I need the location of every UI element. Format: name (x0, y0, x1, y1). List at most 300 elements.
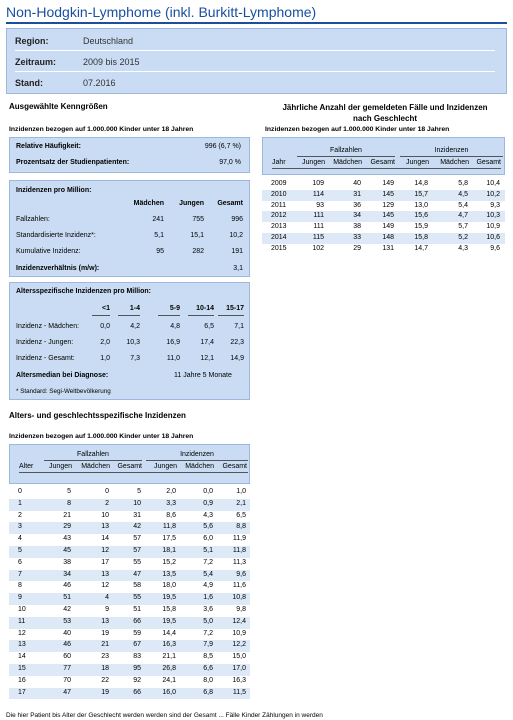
underline (146, 460, 248, 461)
table-cell: 2011 (271, 201, 287, 209)
table-cell: 5 (67, 488, 71, 495)
table-cell: 34 (353, 212, 361, 220)
table-cell: 17,5 (162, 535, 176, 543)
table-cell: 36 (353, 201, 361, 209)
table-cell: 5,0 (203, 617, 213, 625)
table-cell: 4 (18, 535, 22, 543)
kenngroessen-heading: Ausgewählte Kenngrößen (9, 102, 108, 111)
table-cell: 5,7 (458, 223, 468, 231)
table-cell: 19 (101, 688, 109, 696)
inzidenz-gesamt-label: Inzidenz - Gesamt: (16, 355, 75, 362)
table-cell: 11,9 (232, 535, 246, 543)
table-cell: 12 (101, 547, 109, 554)
table-row (9, 629, 250, 641)
group-fallzahlen: Fallzahlen (330, 147, 362, 154)
table-cell: 55 (133, 558, 141, 566)
table-cell: 114 (312, 190, 324, 198)
table-cell: 19,5 (162, 617, 176, 625)
table-cell: 0 (105, 488, 109, 495)
table-cell: 24,1 (162, 676, 176, 684)
table-cell: 10 (18, 606, 26, 613)
table-row (262, 222, 505, 233)
value-cell: 755 (192, 216, 204, 223)
verhaeltnis-value: 3,1 (233, 265, 243, 272)
table-cell: 14,8 (414, 180, 428, 187)
table-row (262, 211, 505, 222)
header-label: Zeitraum: (15, 56, 57, 67)
table-cell: 4,3 (458, 244, 468, 252)
table-cell: 11 (18, 617, 26, 625)
col-gesamt: Gesamt (217, 200, 243, 207)
table-cell: 13 (18, 641, 26, 649)
table-cell: 7 (18, 570, 22, 578)
table-cell: 11,5 (232, 688, 246, 696)
value-cell: 15,1 (190, 232, 204, 239)
table-cell: 57 (133, 535, 141, 543)
table-cell: 21 (101, 641, 109, 649)
table-row (262, 244, 505, 255)
value-cell: 5,1 (154, 232, 164, 239)
table-cell: 9,8 (236, 606, 246, 613)
value-cell: 7,1 (234, 323, 244, 330)
table-cell: 10 (101, 511, 109, 519)
table-cell: 14 (18, 653, 26, 661)
table-row (9, 593, 250, 605)
table-cell: 16 (18, 676, 26, 684)
value-cell: 7,3 (130, 355, 140, 362)
table-row (9, 534, 250, 546)
table-row (9, 546, 250, 558)
studienpatienten-label: Prozentsatz der Studienpatienten: (16, 159, 130, 166)
jaehrlich-heading (260, 102, 510, 124)
standardisiert-label: Standardisierte Inzidenz*: (16, 232, 96, 239)
col-alter: Alter (19, 463, 34, 470)
table-cell: 2 (105, 499, 109, 507)
table-cell: 66 (133, 688, 141, 696)
table-cell: 2 (18, 511, 22, 519)
table-cell: 131 (382, 244, 394, 252)
table-cell: 0,0 (203, 488, 213, 495)
value-cell: 4,8 (170, 323, 180, 330)
altersgeschlecht-heading: Alters- und geschlechtsspezifische Inzidenzen (9, 411, 186, 420)
altersgeschlecht-subheading: Inzidenzen bezogen auf 1.000.000 Kinder unter 18 Jahren (9, 433, 194, 440)
table-cell: 8,5 (203, 653, 213, 661)
table-cell: 40 (353, 180, 361, 187)
underline (118, 315, 140, 316)
table-cell: 18,0 (162, 582, 176, 590)
table-cell: 13 (101, 617, 109, 625)
table-cell: 77 (63, 665, 71, 672)
table-cell: 12,2 (232, 641, 246, 649)
table-cell: 58 (133, 582, 141, 590)
pro-million-box (9, 180, 250, 277)
alters-heading: Altersspezifische Inzidenzen pro Million: (16, 288, 151, 295)
table-cell: 4,7 (458, 212, 468, 220)
table-cell: 14,7 (414, 244, 428, 252)
table-cell: 19,5 (162, 594, 176, 602)
table-cell: 22 (101, 676, 109, 684)
table-cell: 6,5 (236, 511, 246, 519)
table-cell: 34 (63, 570, 71, 578)
table-row (9, 617, 250, 629)
verhaeltnis-label: Inzidenzverhältnis (m/w): (16, 265, 100, 272)
col-header: Jungen (49, 463, 72, 470)
header-value: 07.2016 (83, 78, 116, 88)
pro-million-heading: Inzidenzen pro Million: (16, 187, 92, 194)
table-cell: 13 (101, 523, 109, 531)
table-cell: 15,6 (414, 212, 428, 220)
table-row (9, 605, 250, 617)
table-cell: 40 (63, 629, 71, 637)
table-cell: 47 (133, 570, 141, 578)
value-cell: 12,1 (200, 355, 214, 362)
table-cell: 92 (133, 676, 141, 684)
table-cell: 10,4 (486, 180, 500, 187)
col-age: 1-4 (129, 305, 140, 312)
col-header: Jungen (154, 463, 177, 470)
table-row (9, 499, 250, 511)
table-cell: 16,3 (232, 676, 246, 684)
altersmedian-label: Altersmedian bei Diagnose: (16, 372, 109, 379)
table-row (9, 487, 250, 499)
table-cell: 7,2 (203, 558, 213, 566)
table-cell: 102 (312, 244, 324, 252)
table-cell: 115 (312, 234, 324, 241)
table-cell: 57 (133, 547, 141, 554)
col-age: 15-17 (226, 305, 244, 312)
table-cell: 8 (18, 582, 22, 590)
table-cell: 10,9 (232, 629, 246, 637)
altersmedian-value: 11 Jahre 5 Monate (174, 372, 232, 379)
underline (297, 156, 395, 157)
group-inzidenzen: Inzidenzen (180, 451, 214, 458)
table-cell: 15,2 (162, 558, 176, 566)
underline (218, 315, 244, 316)
table-cell: 0,9 (203, 499, 213, 507)
value-cell: 17,4 (200, 339, 214, 346)
table-cell: 15 (18, 665, 26, 672)
table-cell: 15,8 (162, 606, 176, 613)
header-row-region (15, 31, 495, 51)
fallzahlen-label: Fallzahlen: (16, 216, 50, 223)
underline (44, 460, 142, 461)
table-cell: 42 (133, 523, 141, 531)
table-cell: 6,0 (203, 535, 213, 543)
table-cell: 5,4 (458, 201, 468, 209)
table-cell: 12 (18, 629, 26, 637)
table-cell: 1 (18, 499, 22, 507)
table-cell: 70 (63, 676, 71, 684)
table-cell: 21 (63, 511, 71, 519)
table-cell: 31 (353, 190, 361, 198)
kenngroessen-subheading: Inzidenzen bezogen auf 1.000.000 Kinder unter 18 Jahren (9, 126, 194, 133)
table-cell: 55 (133, 594, 141, 602)
col-header: Mädchen (185, 463, 214, 470)
table-cell: 1,6 (203, 594, 213, 602)
jaehrlich-table-header (262, 137, 505, 175)
table-row (262, 201, 505, 212)
col-jungen: Jungen (179, 200, 204, 207)
table-row (9, 652, 250, 664)
table-cell: 2015 (271, 244, 287, 252)
table-cell: 66 (133, 617, 141, 625)
table-cell: 11,8 (232, 547, 246, 554)
value-cell: 16,9 (166, 339, 180, 346)
relative-haeufigkeit-label: Relative Häufigkeit: (16, 143, 81, 150)
underline (272, 168, 501, 169)
table-cell: 14 (101, 535, 109, 543)
table-cell: 60 (63, 653, 71, 661)
table-row (9, 640, 250, 652)
table-cell: 9 (18, 594, 22, 602)
header-value: Deutschland (83, 35, 134, 46)
table-cell: 13,5 (162, 570, 176, 578)
underline (400, 156, 503, 157)
table-cell: 6,6 (203, 665, 213, 672)
table-cell: 93 (316, 201, 324, 209)
col-header: Jungen (302, 159, 325, 166)
value-cell: 95 (156, 248, 164, 255)
col-header: Mädchen (81, 463, 110, 470)
table-cell: 3 (18, 523, 22, 531)
table-cell: 10,8 (232, 594, 246, 602)
table-cell: 8 (67, 499, 71, 507)
title-divider (6, 22, 507, 24)
table-cell: 148 (382, 234, 394, 241)
value-cell: 10,3 (126, 339, 140, 346)
table-cell: 111 (313, 223, 324, 231)
value-cell: 14,9 (230, 355, 244, 362)
underline (188, 315, 214, 316)
value-cell: 6,5 (204, 323, 214, 330)
table-cell: 12,4 (232, 617, 246, 625)
table-cell: 43 (63, 535, 71, 543)
table-cell: 15,8 (414, 234, 428, 241)
table-cell: 9 (105, 606, 109, 613)
col-age: 10-14 (196, 305, 214, 312)
table-cell: 2010 (271, 190, 287, 198)
table-cell: 11,6 (232, 582, 246, 590)
table-cell: 42 (63, 606, 71, 613)
table-cell: 149 (382, 180, 394, 187)
value-cell: 282 (192, 248, 204, 255)
table-row (9, 664, 250, 676)
col-age: 5-9 (169, 305, 180, 312)
table-cell: 15,9 (414, 223, 428, 231)
table-cell: 8,6 (166, 511, 176, 519)
table-cell: 4 (105, 594, 109, 602)
kumulativ-label: Kumulative Inzidenz: (16, 248, 81, 255)
table-cell: 16,0 (162, 688, 176, 696)
table-cell: 9,3 (490, 201, 500, 209)
table-cell: 13,0 (414, 201, 428, 209)
table-cell: 15,0 (232, 653, 246, 661)
table-cell: 10,9 (486, 223, 500, 231)
table-row (262, 190, 505, 201)
header-row-zeitraum (15, 52, 495, 72)
table-cell: 129 (382, 201, 394, 209)
table-cell: 83 (133, 653, 141, 661)
table-cell: 59 (133, 629, 141, 637)
table-cell: 17,0 (232, 665, 246, 672)
table-cell: 2013 (271, 223, 287, 231)
table-cell: 13 (101, 570, 109, 578)
value-cell: 10,2 (229, 232, 243, 239)
value-cell: 22,3 (230, 339, 244, 346)
value-cell: 0,0 (100, 323, 110, 330)
col-header: Mädchen (440, 159, 469, 166)
value-cell: 241 (152, 216, 164, 223)
table-cell: 51 (133, 606, 141, 613)
col-maedchen: Mädchen (133, 200, 164, 207)
table-cell: 5,2 (458, 234, 468, 241)
table-cell: 2,0 (166, 488, 176, 495)
table-cell: 17 (18, 688, 26, 696)
table-cell: 14,4 (162, 629, 176, 637)
table-cell: 15,7 (414, 190, 428, 198)
table-cell: 5,1 (203, 547, 213, 554)
underline (19, 472, 248, 473)
table-cell: 111 (313, 212, 324, 220)
table-cell: 11,8 (162, 523, 176, 531)
table-cell: 47 (63, 688, 71, 696)
standard-footnote: * Standard: Segi-Weltbevölkerung (16, 388, 111, 395)
table-row (262, 233, 505, 244)
table-cell: 2,1 (236, 499, 246, 507)
table-cell: 46 (63, 641, 71, 649)
table-row (9, 688, 250, 700)
col-jahr: Jahr (272, 159, 286, 166)
table-cell: 12 (101, 582, 109, 590)
header-label: Region: (15, 35, 49, 46)
table-row (9, 511, 250, 523)
table-cell: 31 (133, 511, 141, 519)
table-cell: 9,6 (490, 244, 500, 252)
col-header: Gesamt (222, 463, 247, 470)
table-cell: 145 (382, 212, 394, 220)
table-cell: 21,1 (162, 653, 176, 661)
header-label: Stand: (15, 78, 43, 88)
table-cell: 95 (133, 665, 141, 672)
table-cell: 149 (382, 223, 394, 231)
group-inzidenzen: Inzidenzen (434, 147, 469, 154)
table-cell: 4,9 (203, 582, 213, 590)
table-cell: 16,3 (162, 641, 176, 649)
value-cell: 4,2 (130, 323, 140, 330)
col-header: Gesamt (476, 159, 501, 166)
table-cell: 7,9 (203, 641, 213, 649)
table-cell: 5 (18, 547, 22, 554)
table-cell: 5,4 (203, 570, 213, 578)
table-row (9, 676, 250, 688)
col-header: Mädchen (333, 159, 362, 166)
jaehrlich-heading-line2: nach Geschlecht (352, 114, 418, 123)
table-cell: 23 (101, 653, 109, 661)
table-cell: 11,3 (232, 558, 246, 566)
alters-box (9, 282, 250, 400)
page-title: Non-Hodgkin-Lymphome (inkl. Burkitt-Lymphome) (6, 4, 317, 20)
table-cell: 2012 (271, 212, 287, 220)
table-cell: 53 (63, 617, 71, 625)
table-cell: 145 (382, 190, 394, 198)
table-cell: 46 (63, 582, 71, 590)
header-box (6, 28, 507, 94)
underline (158, 315, 180, 316)
table-cell: 5 (137, 488, 141, 495)
studienpatienten-value: 97,0 % (219, 159, 241, 166)
table-cell: 5,8 (458, 180, 468, 187)
jaehrlich-heading-line1: Jährliche Anzahl der gemeldeten Fälle und Inzidenzen (282, 103, 488, 112)
value-cell: 996 (231, 216, 243, 223)
table-cell: 4,5 (458, 190, 468, 198)
table-cell: 18,1 (162, 547, 176, 554)
col-header: Gesamt (117, 463, 142, 470)
table-cell: 8,8 (236, 523, 246, 531)
col-header: Jungen (406, 159, 429, 166)
table-row (9, 558, 250, 570)
table-cell: 8,0 (203, 676, 213, 684)
table-cell: 6 (18, 558, 22, 566)
table-cell: 10 (133, 499, 141, 507)
table-cell: 4,3 (203, 511, 213, 519)
table-cell: 9,6 (236, 570, 246, 578)
table-cell: 2014 (271, 234, 287, 241)
group-fallzahlen: Fallzahlen (77, 451, 109, 458)
jaehrlich-subheading: Inzidenzen bezogen auf 1.000.000 Kinder unter 18 Jahren (265, 126, 450, 133)
table-cell: 10,3 (486, 212, 500, 220)
table-cell: 29 (353, 244, 361, 252)
table-cell: 26,8 (162, 665, 176, 672)
table-cell: 10,6 (486, 234, 500, 241)
table-cell: 109 (312, 180, 324, 187)
header-row-stand (15, 73, 495, 93)
underline (92, 315, 110, 316)
inzidenz-jungen-label: Inzidenz - Jungen: (16, 339, 74, 346)
table-cell: 2009 (271, 180, 287, 187)
table-cell: 7,2 (203, 629, 213, 637)
table-cell: 6,8 (203, 688, 213, 696)
header-value: 2009 bis 2015 (83, 56, 140, 67)
table-cell: 17 (101, 558, 109, 566)
table-cell: 38 (353, 223, 361, 231)
table-cell: 18 (101, 665, 109, 672)
table-cell: 67 (133, 641, 141, 649)
table-cell: 38 (63, 558, 71, 566)
value-cell: 2,0 (100, 339, 110, 346)
table-cell: 5,6 (203, 523, 213, 531)
relative-haeufigkeit-value: 996 (6,7 %) (204, 143, 241, 150)
kenngroessen-box (9, 137, 250, 173)
table-cell: 51 (63, 594, 71, 602)
alters-table-header (9, 444, 250, 484)
table-cell: 45 (63, 547, 71, 554)
table-row (262, 179, 505, 190)
col-age: <1 (102, 305, 110, 312)
inzidenz-maedchen-label: Inzidenz - Mädchen: (16, 323, 80, 330)
table-row (9, 581, 250, 593)
table-cell: 19 (101, 629, 109, 637)
table-cell: 3,3 (166, 499, 176, 507)
table-row (9, 570, 250, 582)
table-cell: 1,0 (236, 488, 246, 495)
col-header: Gesamt (370, 159, 395, 166)
table-cell: 0 (18, 488, 22, 495)
value-cell: 191 (231, 248, 243, 255)
table-cell: 10,2 (486, 190, 500, 198)
table-row (9, 522, 250, 534)
value-cell: 11,0 (166, 355, 180, 362)
table-cell: 29 (63, 523, 71, 531)
